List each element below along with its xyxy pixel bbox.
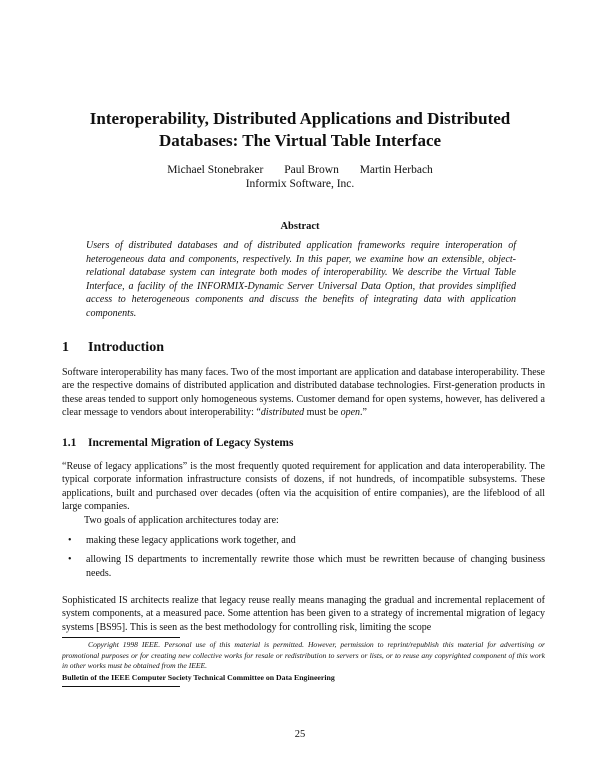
intro-text-end: .” — [360, 407, 367, 419]
legacy-paragraph: “Reuse of legacy applications” is the most frequently quoted requirement for application and data interoperability. The typical corporate information infrastructure consists of dozens, if not hundreds, of incompatible subsystems. These applications, built and purchased over decades (often via the acquisition of entire companies), are the lifeblood of all large companies. — [62, 461, 545, 513]
bullet-icon: • — [68, 554, 72, 566]
author-names — [40, 163, 560, 177]
abstract-heading: Abstract — [280, 221, 320, 232]
copyright-footnote: Copyright 1998 IEEE. Personal use of this material is permitted. However, permission to reprint/republish this material for advertising or promotional purposes or for creating new collective works for resale or redistribution to servers or lists, or to reuse any copyrighted component of this work in other works must be obtained from the IEEE. — [62, 640, 545, 670]
goals-list — [62, 534, 545, 586]
sophisticated-paragraph: Sophisticated IS architects realize that legacy reuse really means managing the gradual and incremental replacement of system components, at a measured pace. Some attention has been given to a strategy of incremental migration of legacy systems [BS95]. This is seen as the best methodology for controlling risk, limiting the scope — [62, 595, 545, 633]
title-line-2: Databases: The Virtual Table Interface — [158, 131, 442, 150]
section-heading-introduction — [62, 340, 164, 356]
author-name: Paul Brown — [284, 164, 339, 176]
list-item-text: allowing IS departments to incrementally rewrite those which must be rewritten because of changing business needs. — [86, 554, 545, 579]
author-block — [40, 163, 560, 191]
subsection-number: 1.1 — [62, 437, 77, 449]
footnote-divider — [62, 637, 180, 638]
list-item — [62, 534, 545, 547]
paper-title — [40, 108, 560, 152]
section-number: 1 — [62, 340, 69, 355]
subsection-heading-legacy — [62, 437, 293, 449]
emphasis-open: open — [340, 407, 361, 419]
affiliation: Informix Software, Inc. — [245, 178, 355, 190]
footnote-bottom-divider — [62, 686, 180, 687]
section-title: Introduction — [88, 340, 164, 355]
intro-text: Software interoperability has many faces. Two of the most important are application and database interoperability. These are the respective domains of distributed application and distributed database technologies. First-generation products in these areas tended to support only homogeneous systems. Customer demand for open systems, however, has delivered a clear message to vendors about interoperability: “ — [62, 367, 545, 419]
author-name: Michael Stonebraker — [167, 164, 264, 176]
goals-paragraph: Two goals of application architectures today are: — [84, 515, 279, 526]
author-name: Martin Herbach — [359, 164, 433, 176]
bulletin-footnote: Bulletin of the IEEE Computer Society Technical Committee on Data Engineering — [62, 673, 335, 682]
emphasis-distributed: distributed — [260, 407, 305, 419]
intro-text-middle: must be — [304, 407, 341, 419]
list-item-text: making these legacy applications work together, and — [86, 535, 296, 546]
intro-paragraph — [62, 366, 545, 420]
title-line-1: Interoperability, Distributed Applications and Distributed — [89, 109, 511, 128]
page-number: 25 — [294, 729, 306, 740]
subsection-title: Incremental Migration of Legacy Systems — [88, 437, 294, 449]
bullet-icon: • — [68, 535, 72, 546]
list-item — [62, 553, 545, 580]
abstract-text: Users of distributed databases and of distributed application frameworks require interoperation of heterogeneous data and components, respectively. In this paper, we examine how an extensible, object-relational database system can integrate both modes of interoperability. We describe the Virtual Table Interface, a facility of the INFORMIX-Dynamic Server Universal Data Option, that provides simplified access to heterogeneous components and discuss the benefits of integrating data with application components. — [86, 240, 516, 319]
